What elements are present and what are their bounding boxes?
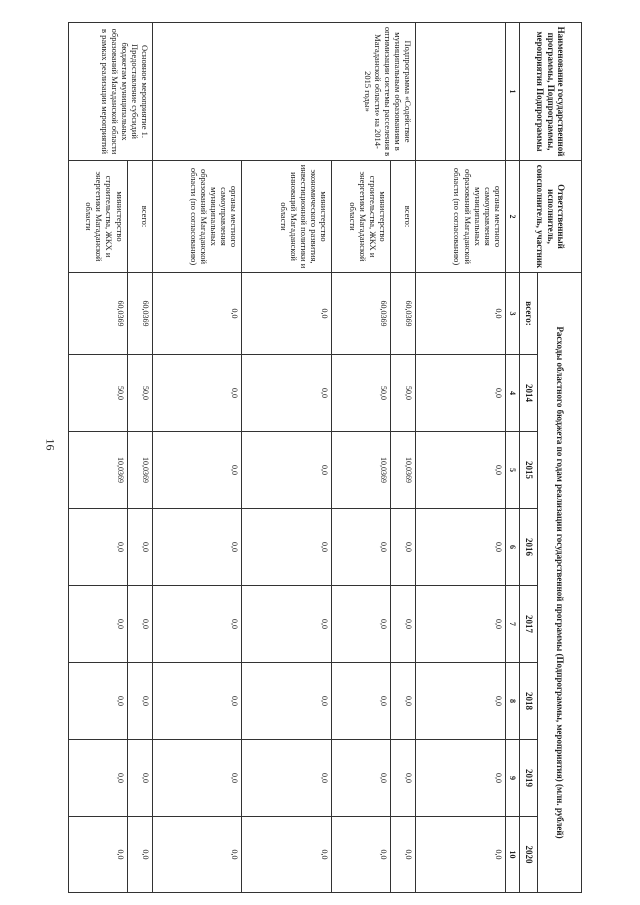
column-index: 9 xyxy=(505,740,519,817)
column-index: 5 xyxy=(505,432,519,509)
column-index: 1 xyxy=(505,23,519,161)
row-responsible: министерство экономического развития, инвестиционной политики и инноваций Магаданской области xyxy=(242,161,332,273)
value-cell: 0,0 xyxy=(127,509,152,586)
header-name: Наименование государственной программы, Подпрограммы, мероприятия Подпрограммы xyxy=(520,23,582,161)
value-cell: 50,0 xyxy=(69,355,128,432)
page-number: 16 xyxy=(43,438,58,451)
value-cell: 0,0 xyxy=(69,663,128,740)
value-cell: 0,0 xyxy=(242,740,332,817)
value-cell: 0,0 xyxy=(152,273,242,355)
value-cell: 0,0 xyxy=(242,273,332,355)
value-cell: 0,0 xyxy=(152,355,242,432)
value-cell: 0,0 xyxy=(390,817,415,893)
value-cell: 0,0 xyxy=(152,586,242,663)
document-page xyxy=(68,22,582,892)
table-row xyxy=(390,23,415,893)
value-cell: 0,0 xyxy=(332,663,390,740)
rotated-table-container xyxy=(68,22,582,892)
column-index: 6 xyxy=(505,509,519,586)
budget-table xyxy=(68,22,582,893)
row-responsible: всего: xyxy=(390,161,415,273)
value-cell: 10,0369 xyxy=(390,432,415,509)
value-cell: 0,0 xyxy=(127,740,152,817)
row-responsible: министерство строительства, ЖКХ и энергетики Магаданской области xyxy=(332,161,390,273)
value-cell: 0,0 xyxy=(415,817,505,893)
subprogram-name: Подпрограмма «Содействие муниципальным образованиям в оптимизации системы расселения в Магаданской области» на 2014-2015 годы» xyxy=(152,23,415,161)
value-cell: 0,0 xyxy=(390,586,415,663)
value-cell: 0,0 xyxy=(332,740,390,817)
value-cell: 0,0 xyxy=(332,509,390,586)
table-row xyxy=(127,23,152,893)
value-cell: 60,0369 xyxy=(127,273,152,355)
value-cell: 0,0 xyxy=(242,432,332,509)
value-cell: 0,0 xyxy=(415,586,505,663)
value-cell: 0,0 xyxy=(127,663,152,740)
value-cell: 0,0 xyxy=(242,663,332,740)
value-cell: 0,0 xyxy=(332,586,390,663)
value-cell: 0,0 xyxy=(415,432,505,509)
value-cell: 0,0 xyxy=(242,355,332,432)
value-cell: 10,0369 xyxy=(127,432,152,509)
value-cell: 0,0 xyxy=(242,817,332,893)
value-cell: 0,0 xyxy=(127,817,152,893)
value-cell: 0,0 xyxy=(152,663,242,740)
value-cell: 50,0 xyxy=(390,355,415,432)
column-index: 3 xyxy=(505,273,519,355)
header-year: 2020 xyxy=(520,817,538,893)
value-cell: 0,0 xyxy=(415,273,505,355)
value-cell: 60,0369 xyxy=(332,273,390,355)
value-cell: 0,0 xyxy=(332,817,390,893)
header-total: всего: xyxy=(520,273,538,355)
value-cell: 0,0 xyxy=(152,509,242,586)
value-cell: 60,0369 xyxy=(390,273,415,355)
table-row xyxy=(415,23,505,893)
column-index: 2 xyxy=(505,161,519,273)
row-responsible: министерство строительства, ЖКХ и энергетики Магаданской области xyxy=(69,161,128,273)
value-cell: 0,0 xyxy=(242,586,332,663)
value-cell: 0,0 xyxy=(390,663,415,740)
column-index: 4 xyxy=(505,355,519,432)
header-responsible: Ответственный исполнитель, соисполнитель, участник xyxy=(520,161,582,273)
row-responsible: всего: xyxy=(127,161,152,273)
header-year: 2015 xyxy=(520,432,538,509)
value-cell: 0,0 xyxy=(390,740,415,817)
value-cell: 0,0 xyxy=(415,663,505,740)
value-cell: 50,0 xyxy=(332,355,390,432)
value-cell: 0,0 xyxy=(152,740,242,817)
row-responsible: органы местного самоуправления муниципальных образований Магаданской области (по согласованию) xyxy=(415,161,505,273)
value-cell: 10,0369 xyxy=(69,432,128,509)
value-cell: 0,0 xyxy=(69,509,128,586)
column-index: 8 xyxy=(505,663,519,740)
value-cell: 0,0 xyxy=(390,509,415,586)
header-year: 2014 xyxy=(520,355,538,432)
column-index: 10 xyxy=(505,817,519,893)
activity-name: Основное мероприятие 1. Предоставление субсидий бюджетам муниципальных образований Магаданской области в рамках реализации мероприятий xyxy=(69,23,153,161)
header-year: 2016 xyxy=(520,509,538,586)
value-cell: 10,0369 xyxy=(332,432,390,509)
value-cell: 0,0 xyxy=(69,586,128,663)
value-cell: 60,0369 xyxy=(69,273,128,355)
value-cell: 0,0 xyxy=(69,817,128,893)
header-year: 2018 xyxy=(520,663,538,740)
value-cell: 0,0 xyxy=(127,586,152,663)
column-index: 7 xyxy=(505,586,519,663)
header-year: 2019 xyxy=(520,740,538,817)
value-cell: 0,0 xyxy=(242,509,332,586)
row-name xyxy=(415,23,505,161)
value-cell: 0,0 xyxy=(415,355,505,432)
header-year: 2017 xyxy=(520,586,538,663)
value-cell: 0,0 xyxy=(69,740,128,817)
value-cell: 0,0 xyxy=(415,509,505,586)
value-cell: 50,0 xyxy=(127,355,152,432)
row-responsible: органы местного самоуправления муниципальных образований Магаданской области (по согласованию) xyxy=(152,161,242,273)
value-cell: 0,0 xyxy=(152,817,242,893)
value-cell: 0,0 xyxy=(415,740,505,817)
value-cell: 0,0 xyxy=(152,432,242,509)
header-expenses: Расходы областного бюджета по годам реализации государственной программы (Подпрограммы, мероприятия) (млн. рублей) xyxy=(538,273,582,893)
